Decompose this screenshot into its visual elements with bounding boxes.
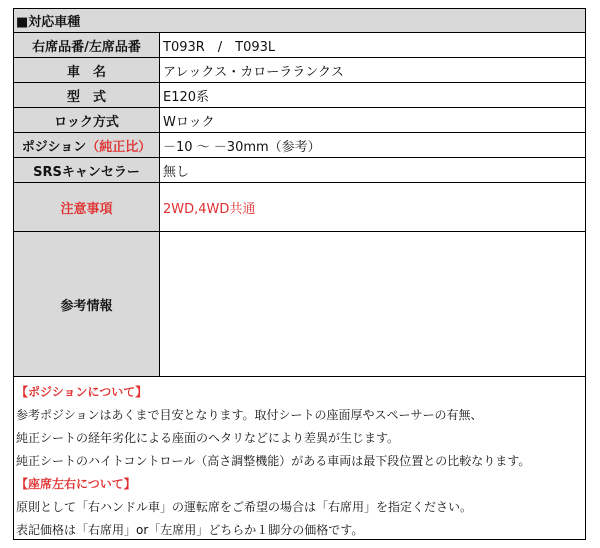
row-position: [14, 133, 585, 158]
srs-label: SRSキャンセラー: [14, 158, 160, 182]
seat-numbers-value: T093R / T093L: [163, 39, 276, 55]
lock-type-label: ロック方式: [14, 108, 160, 132]
model-value: E120系: [163, 89, 210, 105]
reference-label: 参考情報: [14, 232, 160, 376]
caution-value: 2WD,4WD共通: [163, 201, 256, 217]
position-label-main: ポジション: [21, 139, 87, 155]
seat-numbers-label: 右席品番/左席品番: [14, 33, 160, 57]
notes-section: [14, 377, 585, 542]
table-title: ■対応車種: [14, 9, 585, 33]
position-label-sub: （純正比）: [86, 139, 152, 155]
row-lock-type: [14, 108, 585, 133]
position-value: －10 ～ －30mm（参考）: [163, 139, 321, 155]
srs-value: 無し: [163, 164, 190, 180]
position-label: [14, 133, 160, 157]
model-label: 型 式: [14, 83, 160, 107]
row-caution: [14, 183, 585, 232]
lock-type-value: Wロック: [163, 114, 215, 130]
seat-note-line: 表記価格は「右席用」or「左席用」どちらか１脚分の価格です。: [16, 523, 364, 537]
row-reference: [14, 232, 585, 377]
caution-label: 注意事項: [14, 183, 160, 231]
position-notes-heading: 【ポジションについて】: [16, 385, 148, 399]
seat-notes-heading: 【座席左右について】: [16, 477, 136, 491]
position-note-line: 参考ポジションはあくまで目安となります。取付シートの座面厚やスペーサーの有無、: [16, 408, 483, 422]
reference-value: [160, 232, 585, 376]
position-note-line: 純正シートの経年劣化による座面のヘタリなどにより差異が生じます。: [16, 431, 400, 445]
compatibility-table: [13, 8, 586, 540]
row-car-name: [14, 58, 585, 83]
row-model: [14, 83, 585, 108]
position-note-line: 純正シートのハイトコントロール（高さ調整機能）がある車両は最下段位置との比較なります。: [16, 454, 531, 468]
car-name-value: アレックス・カローラランクス: [163, 64, 344, 80]
car-name-label: 車 名: [14, 58, 160, 82]
row-srs: [14, 158, 585, 183]
row-seat-numbers: [14, 33, 585, 58]
seat-note-line: 原則として「右ハンドル車」の運転席をご希望の場合は「右席用」を指定ください。: [16, 500, 473, 514]
